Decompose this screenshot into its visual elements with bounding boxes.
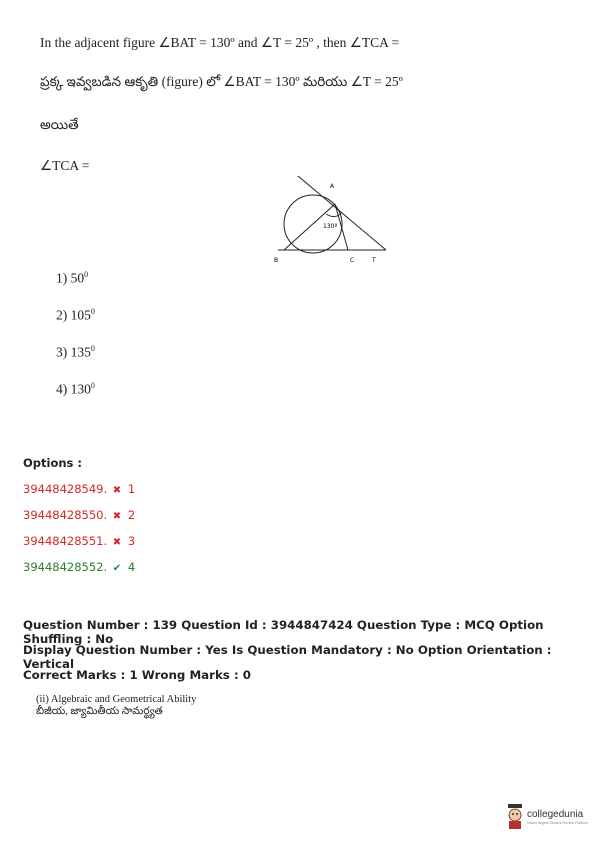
option-row [23, 508, 135, 522]
collegedunia-logo [505, 800, 590, 834]
meta-line-1: Question Number : 139 Question Id : 3944847424 Question Type : MCQ Option Shuffling : No [23, 618, 544, 646]
choice-2: 2) $105^0$ [56, 307, 95, 323]
option-id: 39448428549. [23, 482, 108, 496]
option-label: 3 [127, 534, 136, 548]
meta-line-3: Correct Marks : 1 Wrong Marks : 0 [23, 668, 251, 682]
option-label: 1 [127, 482, 136, 496]
option-id: 39448428552. [23, 560, 108, 574]
question-telugu-line2: అయితే [40, 117, 79, 132]
option-id: 39448428551. [23, 534, 108, 548]
logo-name: collegedunia [527, 809, 584, 820]
section-header [36, 694, 196, 718]
choice-3: 3) $135^0$ [56, 344, 95, 360]
cross-icon: ✖ [112, 511, 122, 522]
option-label: 2 [127, 508, 136, 522]
question-telugu-line3: ∠TCA = [40, 158, 90, 173]
geometry-figure [268, 176, 398, 268]
option-row [23, 534, 135, 548]
label-t: T [372, 257, 376, 264]
question-english: In the adjacent figure ∠BAT = 130º and ∠T = 25º , then ∠TCA = [40, 35, 400, 50]
label-a: A [330, 183, 335, 190]
option-id: 39448428550. [23, 508, 108, 522]
option-label: 4 [127, 560, 136, 574]
section-telugu: బీజీయ, జ్యామితీయ సామర్థ్యత [36, 706, 163, 717]
label-b: B [274, 257, 279, 264]
meta-line-2: Display Question Number : Yes Is Question Mandatory : No Option Orientation : Vertical [23, 643, 552, 671]
choice-4: 4) $130^0$ [56, 381, 95, 397]
check-icon: ✔ [112, 563, 122, 574]
label-c: C [350, 257, 355, 264]
figure-tangent-at [298, 176, 386, 250]
cross-icon: ✖ [112, 485, 122, 496]
options-heading: Options : [23, 456, 82, 470]
mascot-icon [505, 804, 525, 830]
cross-icon: ✖ [112, 537, 122, 548]
section-english: (ii) Algebraic and Geometrical Ability [36, 694, 197, 705]
logo-tagline: India's largest Student Review Platform [527, 821, 588, 825]
question-telugu-line1: ప్రక్క ఇవ్వబడిన ఆకృతి (figure) లో ∠BAT = 130º మరియు ∠T = 25º [40, 74, 403, 89]
choice-1: 1) $50^0$ [56, 270, 89, 286]
angle-label: 130º [323, 223, 338, 230]
option-row [23, 560, 135, 574]
option-row [23, 482, 135, 496]
